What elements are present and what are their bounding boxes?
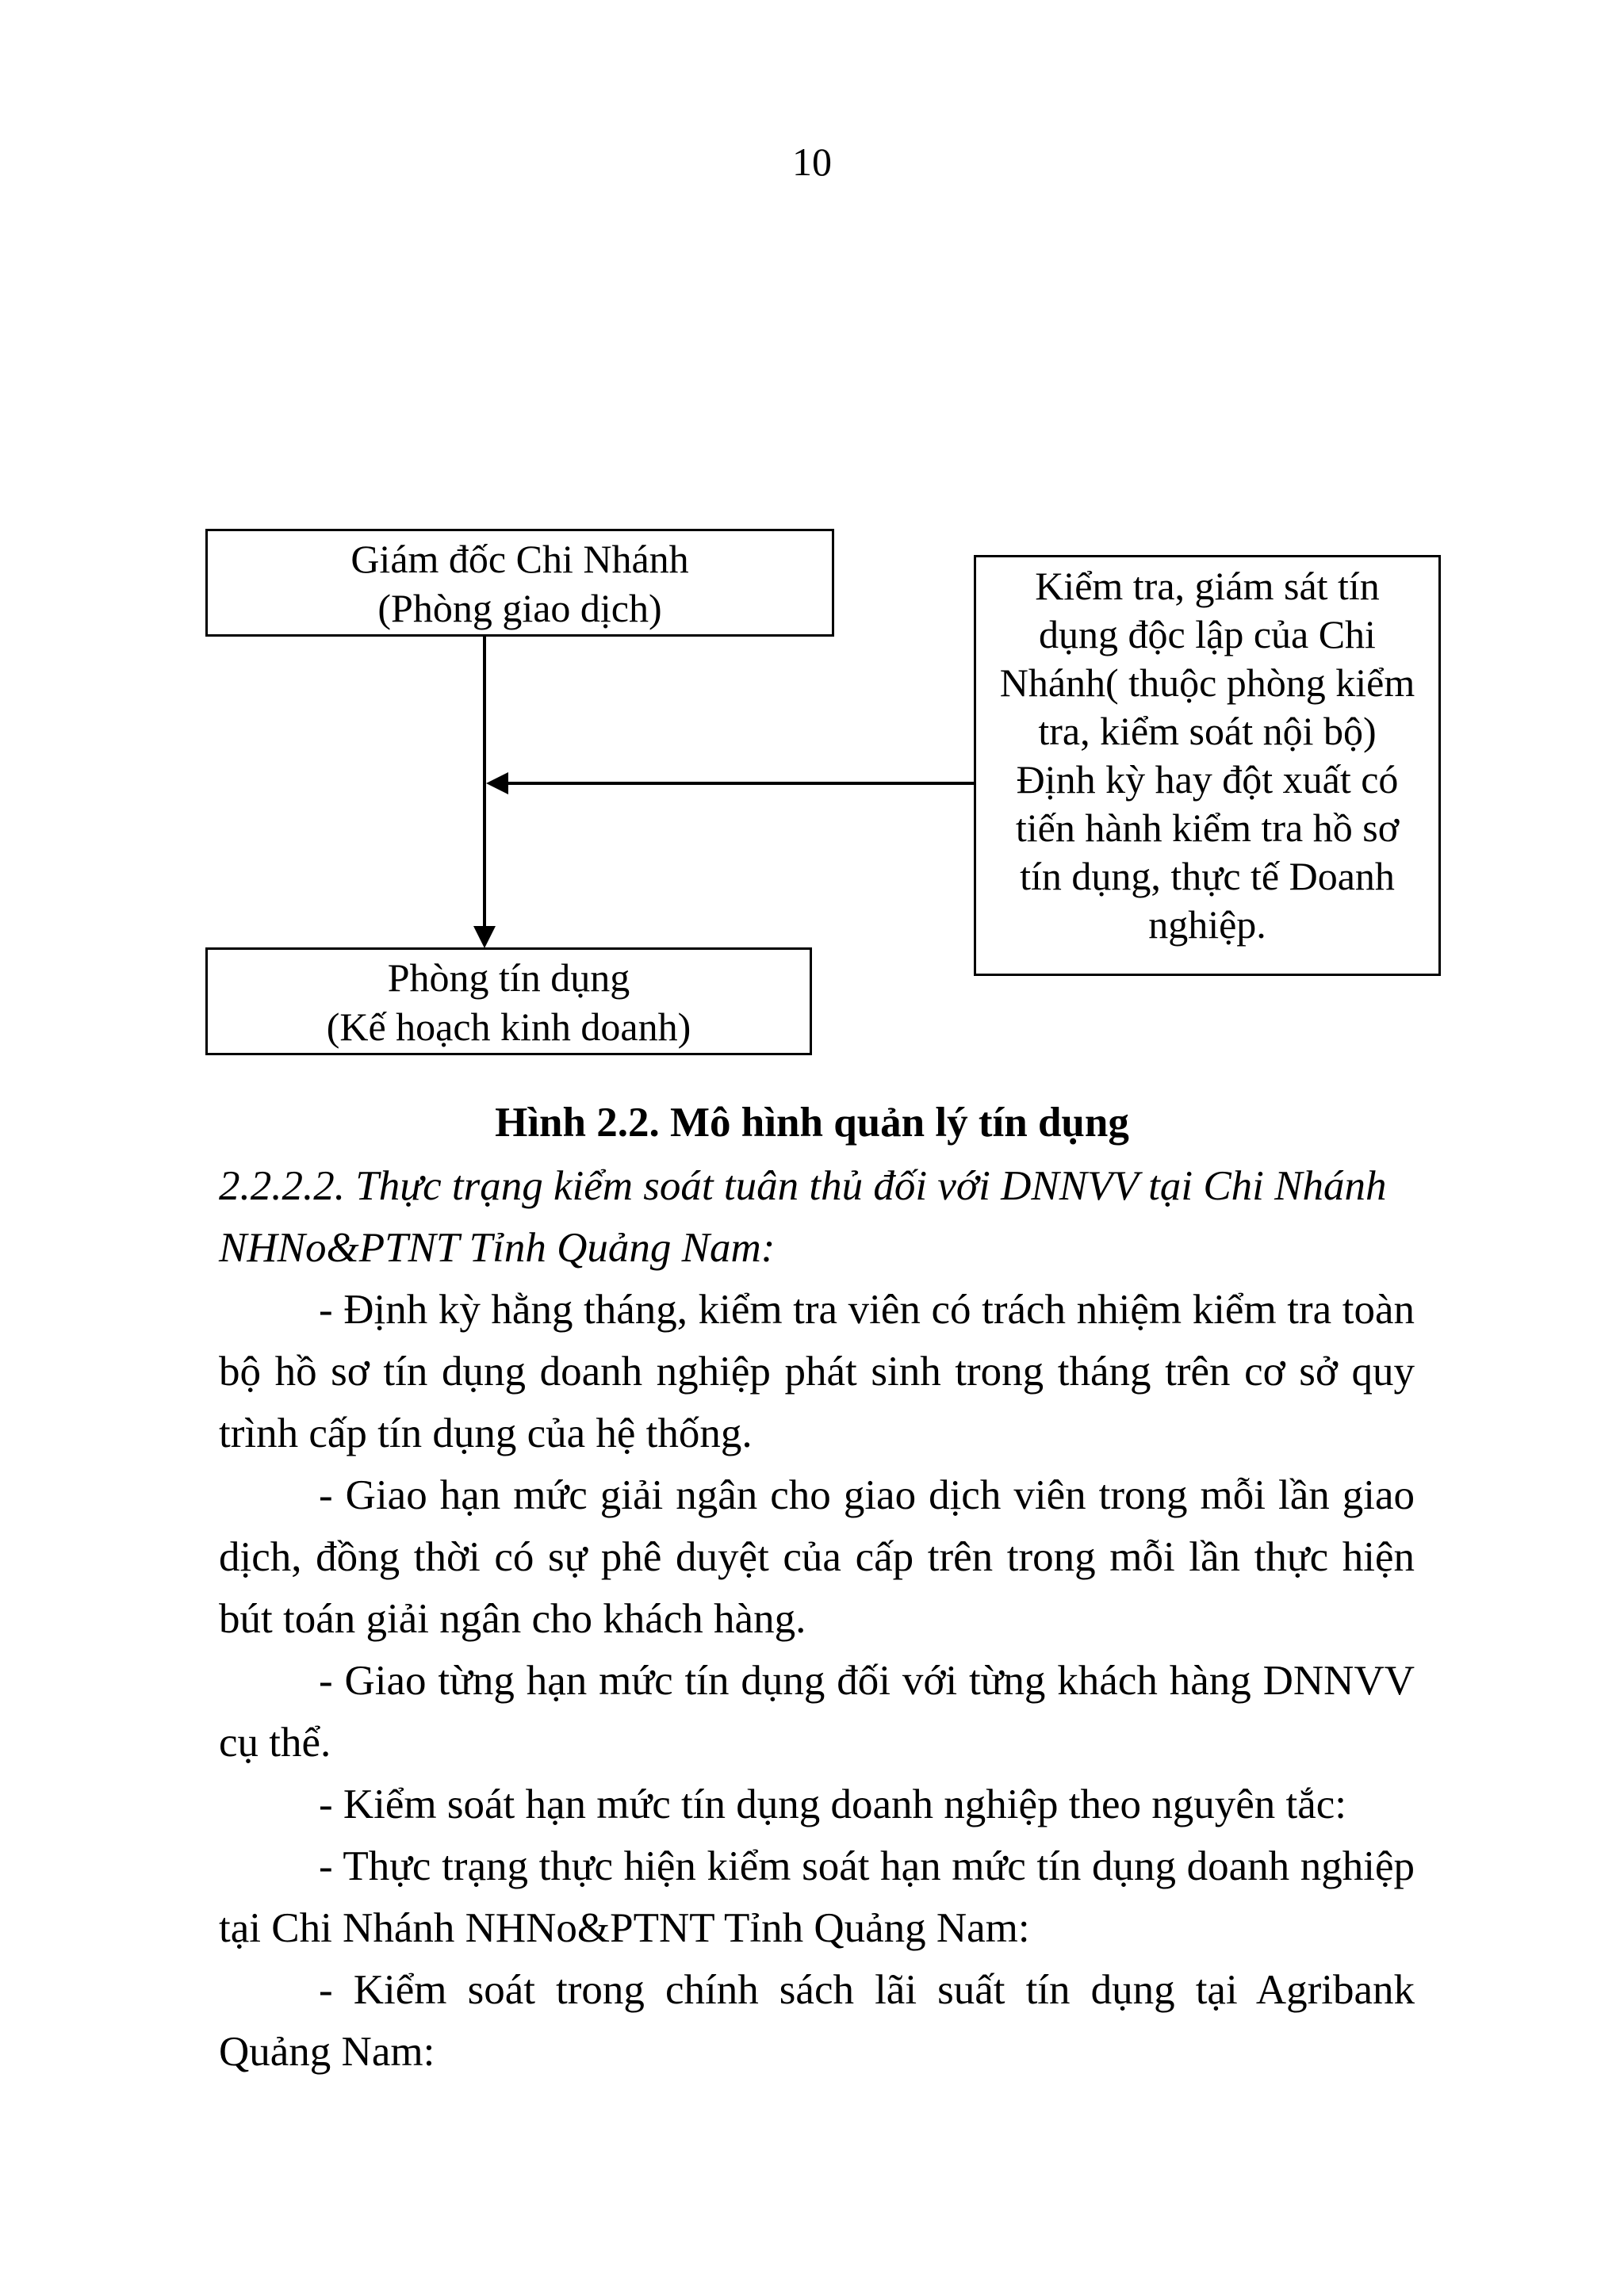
inspection-box-line: tín dụng, thực tế Doanh — [1020, 854, 1395, 898]
inspection-box-line: Định kỳ hay đột xuất có — [1016, 757, 1399, 802]
inspection-box-line: tra, kiểm soát nội bộ) — [1038, 709, 1377, 753]
paragraph: - Giao từng hạn mức tín dụng đối với từng khách hàng DNNVV cụ thể. — [219, 1658, 1415, 1766]
director-box — [205, 529, 834, 637]
paragraph: - Thực trạng thực hiện kiểm soát hạn mức tín dụng doanh nghiệp tại Chi Nhánh NHNo&PTNT Tỉnh Quảng Nam: — [219, 1843, 1415, 1951]
credit-box-subtitle: (Kế hoạch kinh doanh) — [326, 1004, 691, 1049]
paragraph: - Định kỳ hằng tháng, kiểm tra viên có trách nhiệm kiểm tra toàn bộ hồ sơ tín dụng doanh nghiệp phát sinh trong tháng trên cơ sở quy trình cấp tín dụng của hệ thống. — [219, 1287, 1415, 1456]
inspection-box-line: tiến hành kiểm tra hồ sơ — [1015, 806, 1400, 850]
page-number: 10 — [792, 140, 832, 184]
credit-box-title: Phòng tín dụng — [387, 955, 630, 1000]
paragraph: - Kiểm soát hạn mức tín dụng doanh nghiệp theo nguyên tắc: — [319, 1781, 1347, 1827]
body-text — [219, 1155, 1415, 2083]
director-box-subtitle: (Phòng giao dịch) — [377, 586, 662, 630]
inspection-box-line: nghiệp. — [1148, 902, 1266, 947]
credit-department-box — [205, 947, 812, 1055]
inspection-box-line: Nhánh( thuộc phòng kiểm — [999, 660, 1415, 705]
left-arrow-head — [486, 772, 508, 794]
section-heading: 2.2.2.2. Thực trạng kiểm soát tuân thủ đối với DNNVV tại Chi Nhánh NHNo&PTNT Tỉnh Quảng Nam: — [219, 1163, 1387, 1271]
director-box-title: Giám đốc Chi Nhánh — [350, 537, 689, 581]
figure-caption: Hình 2.2. Mô hình quản lý tín dụng — [495, 1100, 1129, 1146]
inspection-box — [974, 555, 1441, 976]
down-arrow-head — [473, 926, 496, 948]
paragraph: - Giao hạn mức giải ngân cho giao dịch viên trong mỗi lần giao dịch, đồng thời có sự phê duyệt của cấp trên trong mỗi lần thực hiện bút toán giải ngân cho khách hàng. — [219, 1472, 1415, 1642]
inspection-box-line: dụng độc lập của Chi — [1039, 612, 1376, 656]
paragraph: - Kiểm soát trong chính sách lãi suất tín dụng tại Agribank Quảng Nam: — [219, 1967, 1415, 2075]
inspection-box-line: Kiểm tra, giám sát tín — [1035, 564, 1380, 608]
